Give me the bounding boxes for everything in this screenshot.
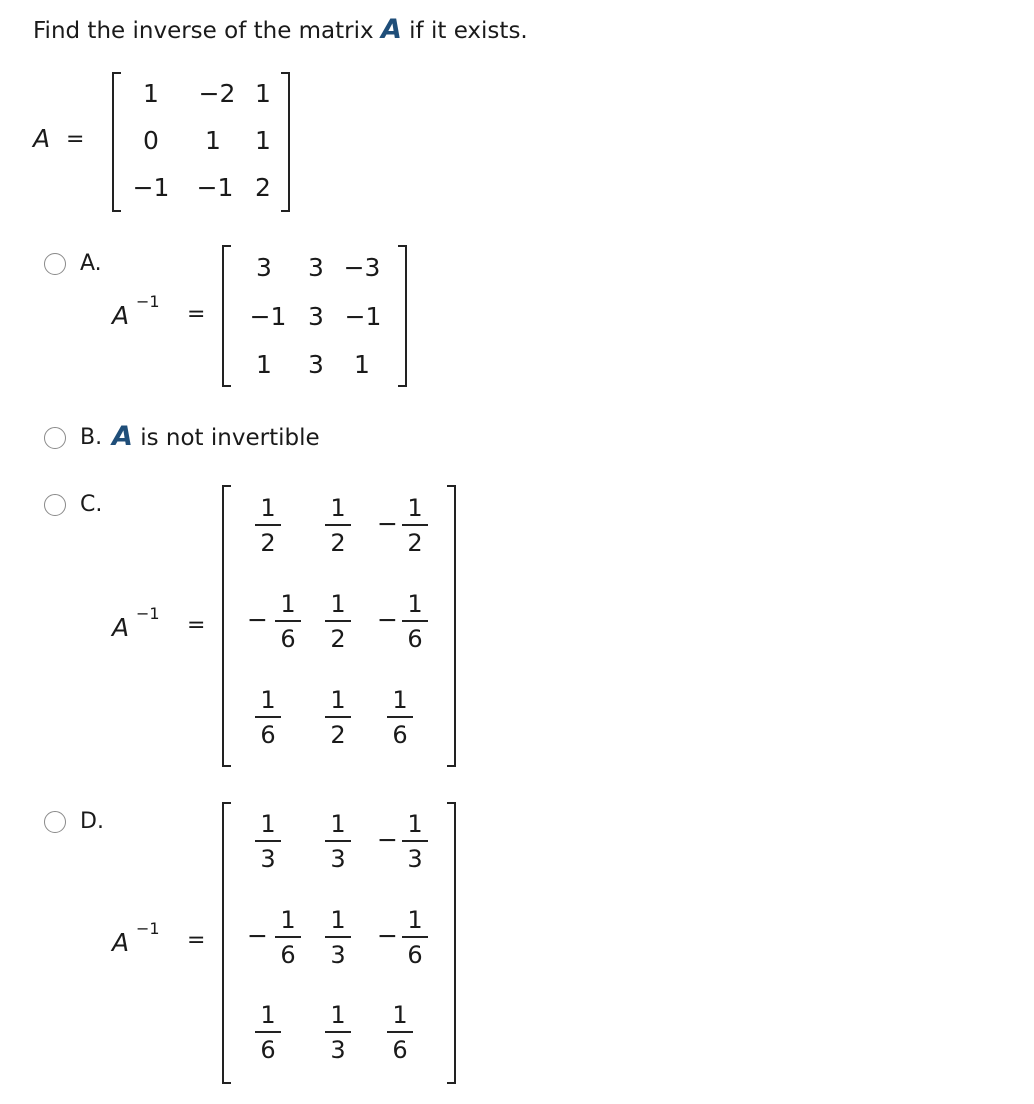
option-d-minus: −	[377, 921, 398, 950]
option-d-lhs-sup: −1	[136, 919, 160, 938]
option-a-letter: A.	[80, 251, 102, 276]
option-d-minus: −	[247, 921, 268, 950]
option-a-lhs-sup: −1	[136, 292, 160, 311]
option-c-equals: =	[187, 613, 206, 638]
option-c-lhs-sup: −1	[136, 604, 160, 623]
option-a-left-bracket	[222, 245, 231, 387]
option-c-right-bracket	[447, 485, 456, 767]
option-d-radio[interactable]	[44, 811, 66, 833]
option-c-fraction: 1 2	[325, 592, 351, 651]
matrix-a-left-bracket	[112, 72, 121, 212]
option-d-fraction: 1 3	[325, 908, 351, 967]
option-a-cell: 1	[354, 350, 370, 379]
option-b-radio[interactable]	[44, 427, 66, 449]
option-c-fraction: 1 6	[387, 688, 413, 747]
option-d-fraction: 1 6	[275, 908, 301, 967]
option-a-right-bracket	[398, 245, 407, 387]
option-c-fraction: 1 2	[255, 496, 281, 555]
option-a-cell: 1	[256, 350, 272, 379]
option-c-fraction: 1 6	[402, 592, 428, 651]
option-c-fraction: 1 6	[255, 688, 281, 747]
option-a-radio[interactable]	[44, 253, 66, 275]
matrix-a-cell: 0	[143, 126, 159, 155]
option-d-fraction: 1 3	[255, 812, 281, 871]
option-b-text	[112, 421, 320, 452]
matrix-a-equals: =	[66, 127, 85, 152]
option-c-minus: −	[377, 509, 398, 538]
option-c-letter: C.	[80, 492, 103, 517]
matrix-a-right-bracket	[281, 72, 290, 212]
option-c-fraction: 1 2	[325, 496, 351, 555]
question-prefix: Find the inverse of the matrix	[33, 18, 374, 44]
option-d-right-bracket	[447, 802, 456, 1084]
option-d-fraction: 1 3	[325, 1003, 351, 1062]
option-c-fraction: 1 6	[275, 592, 301, 651]
matrix-a-cell: 1	[205, 126, 221, 155]
option-c-minus: −	[247, 605, 268, 634]
option-d-equals: =	[187, 928, 206, 953]
option-d-fraction: 1 6	[387, 1003, 413, 1062]
option-c-fraction: 1 2	[402, 496, 428, 555]
option-a-cell: 3	[308, 302, 324, 331]
option-a-lhs-label: A	[112, 301, 130, 330]
option-b-statement: is not invertible	[140, 425, 320, 451]
option-d-letter: D.	[80, 809, 104, 834]
option-d-lhs-label: A	[112, 928, 130, 957]
option-a-cell: −3	[343, 253, 381, 282]
option-a-cell: −1	[344, 302, 382, 331]
option-d-minus: −	[377, 825, 398, 854]
question-var: A	[380, 14, 402, 45]
option-b-letter: B.	[80, 425, 103, 450]
matrix-a-cell: 1	[143, 79, 159, 108]
option-a-equals: =	[187, 302, 206, 327]
option-d-fraction: 1 3	[402, 812, 428, 871]
option-a-cell: 3	[308, 253, 324, 282]
option-d-fraction: 1 3	[325, 812, 351, 871]
matrix-a-label: A	[33, 124, 51, 153]
matrix-a-cell: 2	[255, 173, 271, 202]
matrix-a-cell: −2	[198, 79, 236, 108]
matrix-a-cell: −1	[132, 173, 170, 202]
option-c-left-bracket	[222, 485, 231, 767]
option-c-minus: −	[377, 605, 398, 634]
option-a-cell: 3	[308, 350, 324, 379]
option-b-var: A	[112, 421, 133, 452]
matrix-a-cell: 1	[255, 79, 271, 108]
option-d-fraction: 1 6	[402, 908, 428, 967]
option-c-fraction: 1 2	[325, 688, 351, 747]
option-a-cell: −1	[249, 302, 287, 331]
option-d-fraction: 1 6	[255, 1003, 281, 1062]
option-d-left-bracket	[222, 802, 231, 1084]
matrix-a-cell: 1	[255, 126, 271, 155]
matrix-a-cell: −1	[196, 173, 234, 202]
question-text	[33, 14, 528, 45]
option-c-radio[interactable]	[44, 494, 66, 516]
option-c-lhs-label: A	[112, 613, 130, 642]
question-suffix: if it exists.	[409, 18, 528, 44]
option-a-cell: 3	[256, 253, 272, 282]
